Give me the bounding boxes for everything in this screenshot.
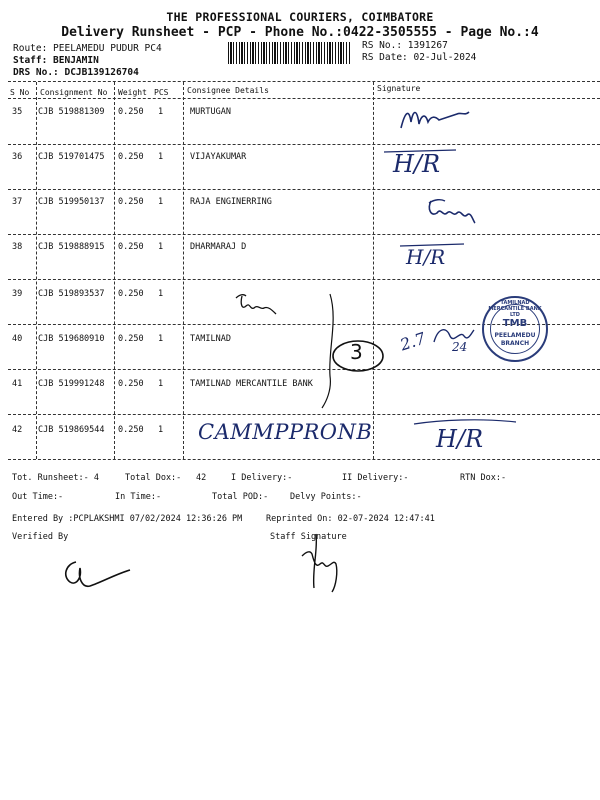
row-sno: 36 — [12, 152, 23, 162]
row-pcs: 1 — [158, 107, 164, 117]
row-consignee: VIJAYAKUMAR — [190, 152, 247, 162]
date-row-40: 2.7 — [397, 328, 428, 355]
out-time: Out Time:- — [12, 492, 64, 502]
row-consignment: CJB 519950137 — [38, 197, 105, 207]
row-divider — [8, 279, 600, 280]
row-consignment: CJB 519888915 — [38, 242, 105, 252]
row-pcs: 1 — [158, 152, 164, 162]
row-sno: 37 — [12, 197, 23, 207]
row-weight: 0.250 — [118, 152, 144, 162]
col-header-sno: S No — [10, 88, 30, 97]
col-divider — [36, 82, 37, 459]
row-consignee: TAMILNAD — [190, 334, 231, 344]
row-consignment: CJB 519701475 — [38, 152, 105, 162]
row-divider — [8, 144, 600, 145]
delvy-points: Delvy Points:- — [290, 492, 362, 502]
route: Route: PEELAMEDU PUDUR PC4 — [13, 43, 162, 54]
row-weight: 0.250 — [118, 334, 144, 344]
row-pcs: 1 — [158, 379, 164, 389]
staff-signature-label: Staff Signature — [270, 532, 347, 542]
row-weight: 0.250 — [118, 107, 144, 117]
verified-by-label: Verified By — [12, 532, 69, 542]
row-weight: 0.250 — [118, 289, 144, 299]
signature-row-40 — [430, 322, 478, 350]
total-pod: Total POD:- — [212, 492, 269, 502]
signature-row-38: H/R — [406, 245, 446, 269]
stamp-branch-line1: PEELAMEDU — [494, 332, 536, 339]
row-weight: 0.250 — [118, 242, 144, 252]
document-title: Delivery Runsheet - PCP - Phone No.:0422-3505555 - Page No.:4 — [61, 25, 539, 40]
row-pcs: 1 — [158, 425, 164, 435]
drs-number: DRS No.: DCJB139126704 — [13, 67, 139, 78]
in-time: In Time:- — [115, 492, 162, 502]
row-pcs: 1 — [158, 197, 164, 207]
row-divider — [8, 234, 600, 235]
row-consignment: CJB 519893537 — [38, 289, 105, 299]
row-consignment: CJB 519881309 — [38, 107, 105, 117]
stamp-branch-line2: BRANCH — [500, 340, 530, 347]
row-consignee: MURTUGAN — [190, 107, 231, 117]
circled-number-row-40: 3 — [350, 340, 363, 364]
staff-signature — [290, 530, 360, 600]
row-pcs: 1 — [158, 242, 164, 252]
col-divider — [183, 82, 184, 459]
row-pcs: 1 — [158, 289, 164, 299]
barcode — [228, 42, 350, 64]
row-consignee: TAMILNAD MERCANTILE BANK — [190, 379, 313, 389]
row-divider — [8, 414, 600, 415]
row-weight: 0.250 — [118, 425, 144, 435]
total-dox-value: 42 — [196, 473, 207, 483]
row-consignee: RAJA ENGINERRING — [190, 197, 272, 207]
rs-number: RS No.: 1391267 — [362, 40, 448, 51]
row-weight: 0.250 — [118, 197, 144, 207]
table-top-line — [8, 81, 600, 82]
row-divider — [8, 189, 600, 190]
table-bottom-line — [8, 459, 600, 460]
row-weight: 0.250 — [118, 379, 144, 389]
signature-row-36: H/R — [393, 150, 441, 178]
row-sno: 39 — [12, 289, 23, 299]
row-consignment: CJB 519869544 — [38, 425, 105, 435]
entered-by: Entered By :PCPLAKSHMI 07/02/2024 12:36:26 PM — [12, 514, 243, 524]
reprinted-on: Reprinted On: 02-07-2024 12:47:41 — [266, 514, 435, 524]
col-header-weight: Weight — [118, 88, 147, 97]
total-dox-label: Total Dox:- — [125, 473, 182, 483]
row-sno: 42 — [12, 425, 23, 435]
stamp-logo: TMB — [502, 318, 528, 329]
rs-date: RS Date: 02-Jul-2024 — [362, 52, 477, 63]
rtn-dox: RTN Dox:- — [460, 473, 507, 483]
verifier-signature — [56, 548, 136, 596]
scribble-row-38 — [398, 242, 468, 272]
signature-row-37 — [425, 195, 485, 227]
col-header-signature: Signature — [377, 84, 421, 93]
row-consignment: CJB 519991248 — [38, 379, 105, 389]
scribble-row-42 — [410, 416, 520, 430]
stamp-ring-text: TAMILNAD MERCANTILE BANK LTD — [488, 300, 542, 318]
scribble-row-36 — [380, 146, 460, 186]
row-consignment: CJB 519680910 — [38, 334, 105, 344]
ii-delivery: II Delivery:- — [342, 473, 409, 483]
col-header-consignment: Consignment No — [40, 88, 108, 97]
header-bottom-line — [8, 98, 600, 99]
row-sno: 38 — [12, 242, 23, 252]
company-name: THE PROFESSIONAL COURIERS, COIMBATORE — [166, 10, 434, 24]
tot-runsheet: Tot. Runsheet:- 4 — [12, 473, 99, 483]
row-pcs: 1 — [158, 334, 164, 344]
signature-row-35 — [395, 102, 475, 136]
row-sno: 40 — [12, 334, 23, 344]
signature-row-42: H/R — [436, 425, 484, 453]
row-consignee: DHARMARAJ D — [190, 242, 247, 252]
col-divider — [114, 82, 115, 459]
staff: Staff: BENJAMIN — [13, 55, 99, 66]
month-row-40: 24 — [452, 340, 468, 354]
col-divider — [373, 82, 374, 459]
bank-stamp — [482, 296, 548, 362]
i-delivery: I Delivery:- — [231, 473, 293, 483]
col-header-pcs: PCS — [154, 88, 169, 97]
handwritten-name-row-42: CAMMPPRONB — [198, 420, 373, 444]
row-sno: 35 — [12, 107, 23, 117]
col-header-consignee: Consignee Details — [187, 86, 269, 95]
row-sno: 41 — [12, 379, 23, 389]
